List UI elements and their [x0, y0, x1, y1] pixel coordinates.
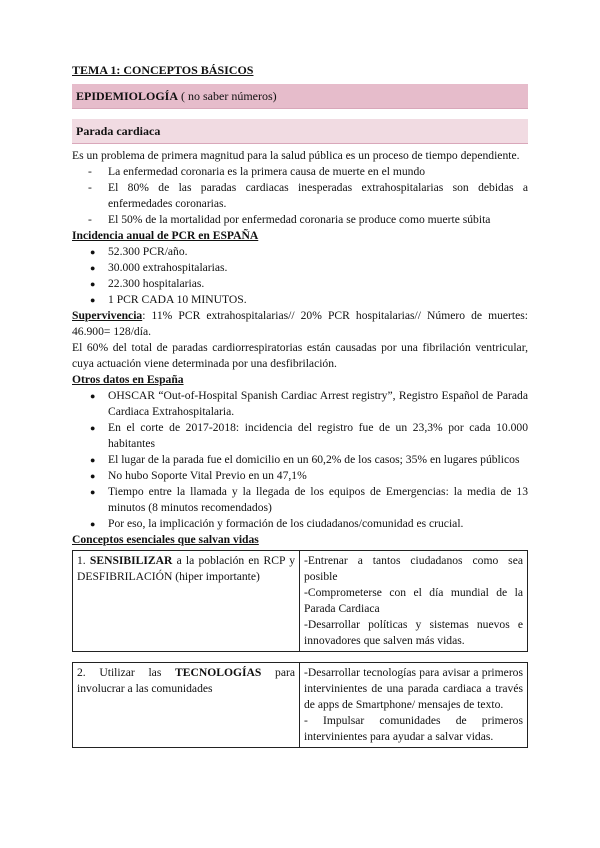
parada-band	[72, 119, 528, 144]
epidemiologia-heading: EPIDEMIOLOGÍA	[76, 89, 179, 103]
list-item: ● Tiempo entre la llamada y la llegada de los equipos de Emergencias: la media de 13 minutos (8 minutos recomendados)	[90, 484, 528, 516]
list-item: ● No hubo Soporte Vital Previo en un 47,1%	[90, 468, 528, 484]
list-item: ● Por eso, la implicación y formación de los ciudadanos/comunidad es crucial.	[90, 516, 528, 532]
row1-keyword: SENSIBILIZAR	[89, 554, 173, 567]
otros-list	[72, 388, 528, 532]
list-item: ● OHSCAR “Out-of-Hospital Spanish Cardiac Arrest registry”, Registro Español de Parada Cardiaca Extrahospitalaria.	[90, 388, 528, 420]
table-cell	[300, 551, 528, 652]
table-row	[73, 663, 528, 748]
table-cell	[73, 652, 300, 663]
supervivencia-paragraph	[72, 308, 528, 340]
parada-heading: Parada cardiaca	[76, 124, 161, 138]
parada-intro: Es un problema de primera magnitud para la salud pública es un proceso de tiempo dependiente.	[72, 149, 520, 162]
row2-number: 2. Utilizar las	[77, 666, 176, 679]
epidemiologia-note: ( no saber números)	[181, 89, 277, 103]
conceptos-heading: Conceptos esenciales que salvan vidas	[72, 533, 259, 546]
list-item: ● 30.000 extrahospitalarias.	[90, 260, 528, 276]
list-item: ● 22.300 hospitalarias.	[90, 276, 528, 292]
list-item: - El 80% de las paradas cardiacas inesperadas extrahospitalarias son debidas a enfermedades coronarias.	[88, 180, 528, 212]
otros-heading: Otros datos en España	[72, 373, 184, 386]
row2-keyword: TECNOLOGÍAS	[175, 666, 262, 679]
row1-line: -Comprometerse con el día mundial de la Parada Cardiaca	[304, 586, 523, 615]
row1-number: 1.	[77, 554, 86, 567]
table-cell	[73, 663, 300, 748]
table-cell	[300, 652, 528, 663]
row2-line: - Impulsar comunidades de primeros intervinientes para ayudar a salvar vidas.	[304, 714, 523, 743]
list-item: ● El lugar de la parada fue el domicilio en un 60,2% de los casos; 35% en lugares públicos	[90, 452, 528, 468]
list-item: ● En el corte de 2017-2018: incidencia del registro fue de un 23,3% por cada 10.000 habitantes	[90, 420, 528, 452]
list-item: - El 50% de la mortalidad por enfermedad coronaria se produce como muerte súbita	[88, 212, 528, 228]
document-page	[72, 62, 528, 748]
table-cell	[300, 663, 528, 748]
list-item: ● 52.300 PCR/año.	[90, 244, 528, 260]
epidemiologia-band	[72, 84, 528, 109]
table-spacer-row	[73, 652, 528, 663]
incidencia-heading: Incidencia anual de PCR en ESPAÑA	[72, 229, 259, 242]
supervivencia-text: : 11% PCR extrahospitalarias// 20% PCR hospitalarias// Número de muertes: 46.900= 128/día.	[72, 309, 528, 338]
supervivencia-label: Supervivencia	[72, 309, 143, 322]
page-title: TEMA 1: CONCEPTOS BÁSICOS	[72, 63, 254, 77]
table-row	[73, 551, 528, 652]
fibrilacion-paragraph: El 60% del total de paradas cardiorrespiratorias están causadas por una fibrilación ventricular, cuya actuación viene determinada por una desfibrilación.	[72, 341, 528, 370]
row1-line: -Entrenar a tantos ciudadanos como sea posible	[304, 554, 523, 583]
conceptos-table	[72, 550, 528, 748]
list-item: ● 1 PCR CADA 10 MINUTOS.	[90, 292, 528, 308]
row2-line: -Desarrollar tecnologías para avisar a primeros intervinientes de una parada cardiaca a través de apps de Smartphone/ mensajes de texto.	[304, 666, 523, 711]
row2-rest: para involucrar a las comunidades	[77, 666, 295, 695]
parada-list	[72, 164, 528, 228]
incidencia-list	[72, 244, 528, 308]
list-item: - La enfermedad coronaria es la primera causa de muerte en el mundo	[88, 164, 528, 180]
table-cell	[73, 551, 300, 652]
row1-rest: a la población en RCP y DESFIBRILACIÓN (hiper importante)	[77, 554, 295, 583]
row1-line: -Desarrollar políticas y sistemas nuevos e innovadores que salven más vidas.	[304, 618, 523, 647]
